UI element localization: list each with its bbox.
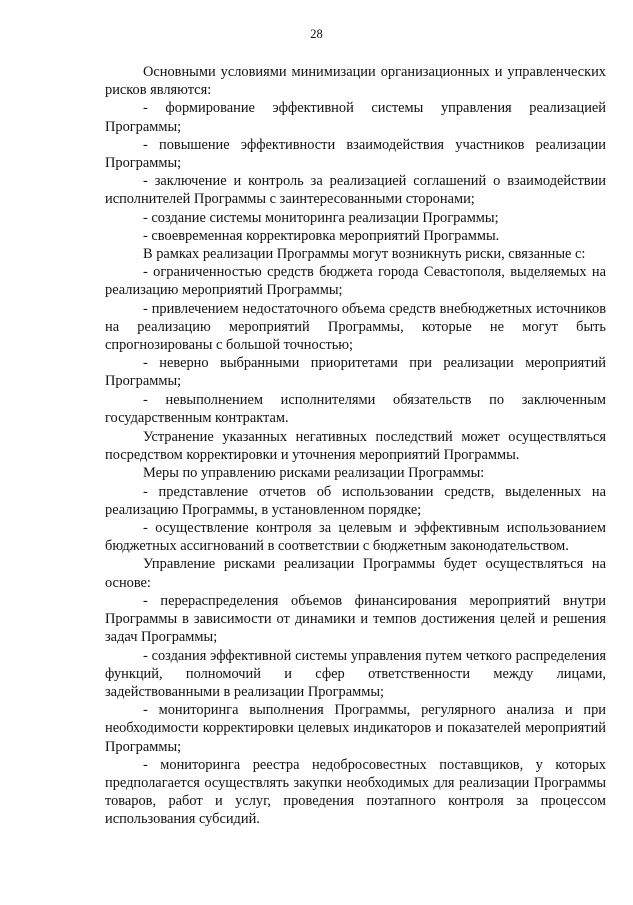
paragraph: Меры по управлению рисками реализации Программы: xyxy=(143,465,485,482)
paragraph: - неверно выбранными приоритетами при реализации мероприятий Программы; xyxy=(105,355,606,390)
paragraph: - перераспределения объемов финансирования мероприятий внутри Программы в зависимости от динамики и темпов достижения целей и решения задач Программы; xyxy=(105,592,606,646)
paragraph: Основными условиями минимизации организационных и управленческих рисков являются: xyxy=(105,64,606,99)
paragraph: - осуществление контроля за целевым и эффективным использованием бюджетных ассигнований в соответствии с бюджетным законодательством. xyxy=(105,520,606,555)
paragraph: - представление отчетов об использовании средств, выделенных на реализацию Программы, в установленном порядке; xyxy=(105,483,606,518)
paragraph: - ограниченностью средств бюджета города Севастополя, выделяемых на реализацию мероприятий Программы; xyxy=(105,264,606,299)
paragraph: Устранение указанных негативных последствий может осуществляться посредством корректировки и уточнения мероприятий Программы. xyxy=(105,429,606,464)
paragraph: Управление рисками реализации Программы будет осуществляться на основе: xyxy=(105,556,606,591)
paragraph: - привлечением недостаточного объема средств внебюджетных источников на реализацию мероприятий Программы, которые не могут быть спрогнозированы с большой точностью; xyxy=(105,300,606,354)
paragraph: В рамках реализации Программы могут возникнуть риски, связанные с: xyxy=(143,246,586,263)
paragraph: - создания эффективной системы управления путем четкого распределения функций, полномочий и сфер ответственности между лицами, задействованными в реализации Программы; xyxy=(105,647,606,700)
paragraph: - невыполнением исполнителями обязательств по заключенным государственным контрактам. xyxy=(105,391,606,426)
page-number: 28 xyxy=(310,27,323,41)
body-text xyxy=(105,63,606,829)
paragraph: - формирование эффективной системы управления реализацией Программы; xyxy=(105,100,606,135)
paragraph: - мониторинга выполнения Программы, регулярного анализа и при необходимости корректировки целевых индикаторов и показателей мероприятий Программы; xyxy=(105,702,606,755)
paragraph: - заключение и контроль за реализацией соглашений о взаимодействии исполнителей Программы с заинтересованными сторонами; xyxy=(105,173,606,208)
paragraph: - повышение эффективности взаимодействия участников реализации Программы; xyxy=(105,136,606,172)
paragraph: - создание системы мониторинга реализации Программы; xyxy=(143,209,499,226)
paragraph: - своевременная корректировка мероприятий Программы. xyxy=(143,227,500,244)
paragraph: - мониторинга реестра недобросовестных поставщиков, у которых предполагается осуществлять закупки необходимых для реализации Программы товаров, работ и услуг, проведения поэтапного контроля за процессом использования субсидий. xyxy=(105,756,606,828)
